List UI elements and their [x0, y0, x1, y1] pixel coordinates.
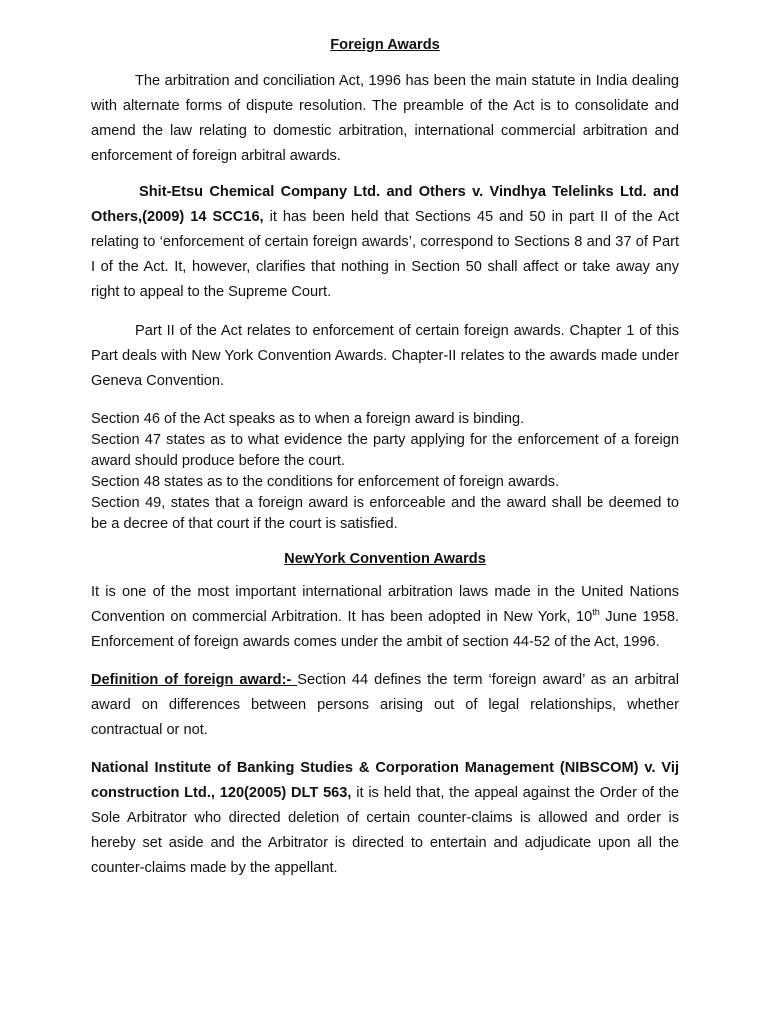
section-46-line: Section 46 of the Act speaks as to when a foreign award is binding. [91, 411, 525, 427]
section-47-line: Section 47 states as to what evidence the party applying for the enforcement of a foreign award should produce before the court. [91, 432, 679, 469]
section-49-line: Section 49, states that a foreign award is enforceable and the award shall be deemed to be a decree of that court if the court is satisfied. [91, 495, 679, 532]
intro-paragraph: The arbitration and conciliation Act, 1996 has been the main statute in India dealing with alternate forms of dispute resolution. The preamble of the Act is to consolidate and amend the law relating to domestic arbitration, international commercial arbitration and enforcement of foreign arbitral awards. [91, 73, 679, 164]
sections-list [91, 409, 679, 535]
section-heading-newyork: NewYork Convention Awards [284, 551, 486, 567]
document-body [91, 33, 679, 881]
case-citation: Shit-Etsu Chemical Company Ltd. and Others v. Vindhya Telelinks Ltd. and Others,(2009) 14 SCC16, [91, 184, 679, 225]
ordinal-suffix: th [592, 607, 600, 617]
definition-paragraph [91, 668, 679, 743]
case-paragraph-nibscom [91, 756, 679, 881]
newyork-paragraph [91, 580, 679, 655]
part-two-paragraph: Part II of the Act relates to enforcement of certain foreign awards. Chapter 1 of this Part deals with New York Convention Awards. Chapter-II relates to the awards made under Geneva Convention. [91, 323, 679, 389]
case-text: it has been held that Sections 45 and 50 in part II of the Act relating to ‘enforcement of certain foreign awards’, correspond to Sections 8 and 37 of Part I of the Act. It, however, clarifies that nothing in Section 50 shall affect or take away any right to appeal to the Supreme Court. [91, 209, 679, 300]
definition-label: Definition of foreign award:- [91, 672, 298, 688]
section-48-line: Section 48 states as to the conditions for enforcement of foreign awards. [91, 474, 560, 490]
case-citation: National Institute of Banking Studies & Corporation Management (NIBSCOM) v. Vij construction Ltd., 120(2005) DLT 563, [91, 760, 679, 801]
case-paragraph-shin-etsu [91, 180, 679, 305]
newyork-text-start: It is one of the most important international arbitration laws made in the United Nations Convention on commercial Arbitration. It has been adopted in New York, 10 [91, 584, 679, 625]
definition-text: Section 44 defines the term ‘foreign award’ as an arbitral award on differences between persons arising out of legal relationships, whether contractual or not. [91, 672, 679, 738]
newyork-text-end: June 1958. Enforcement of foreign awards comes under the ambit of section 44-52 of the Act, 1996. [91, 609, 679, 650]
case-text: it is held that, the appeal against the Order of the Sole Arbitrator who directed deletion of certain counter-claims is allowed and order is hereby set aside and the Arbitrator is directed to entertain and adjudicate upon all the counter-claims made by the appellant. [91, 785, 679, 876]
page-title: Foreign Awards [330, 37, 440, 53]
